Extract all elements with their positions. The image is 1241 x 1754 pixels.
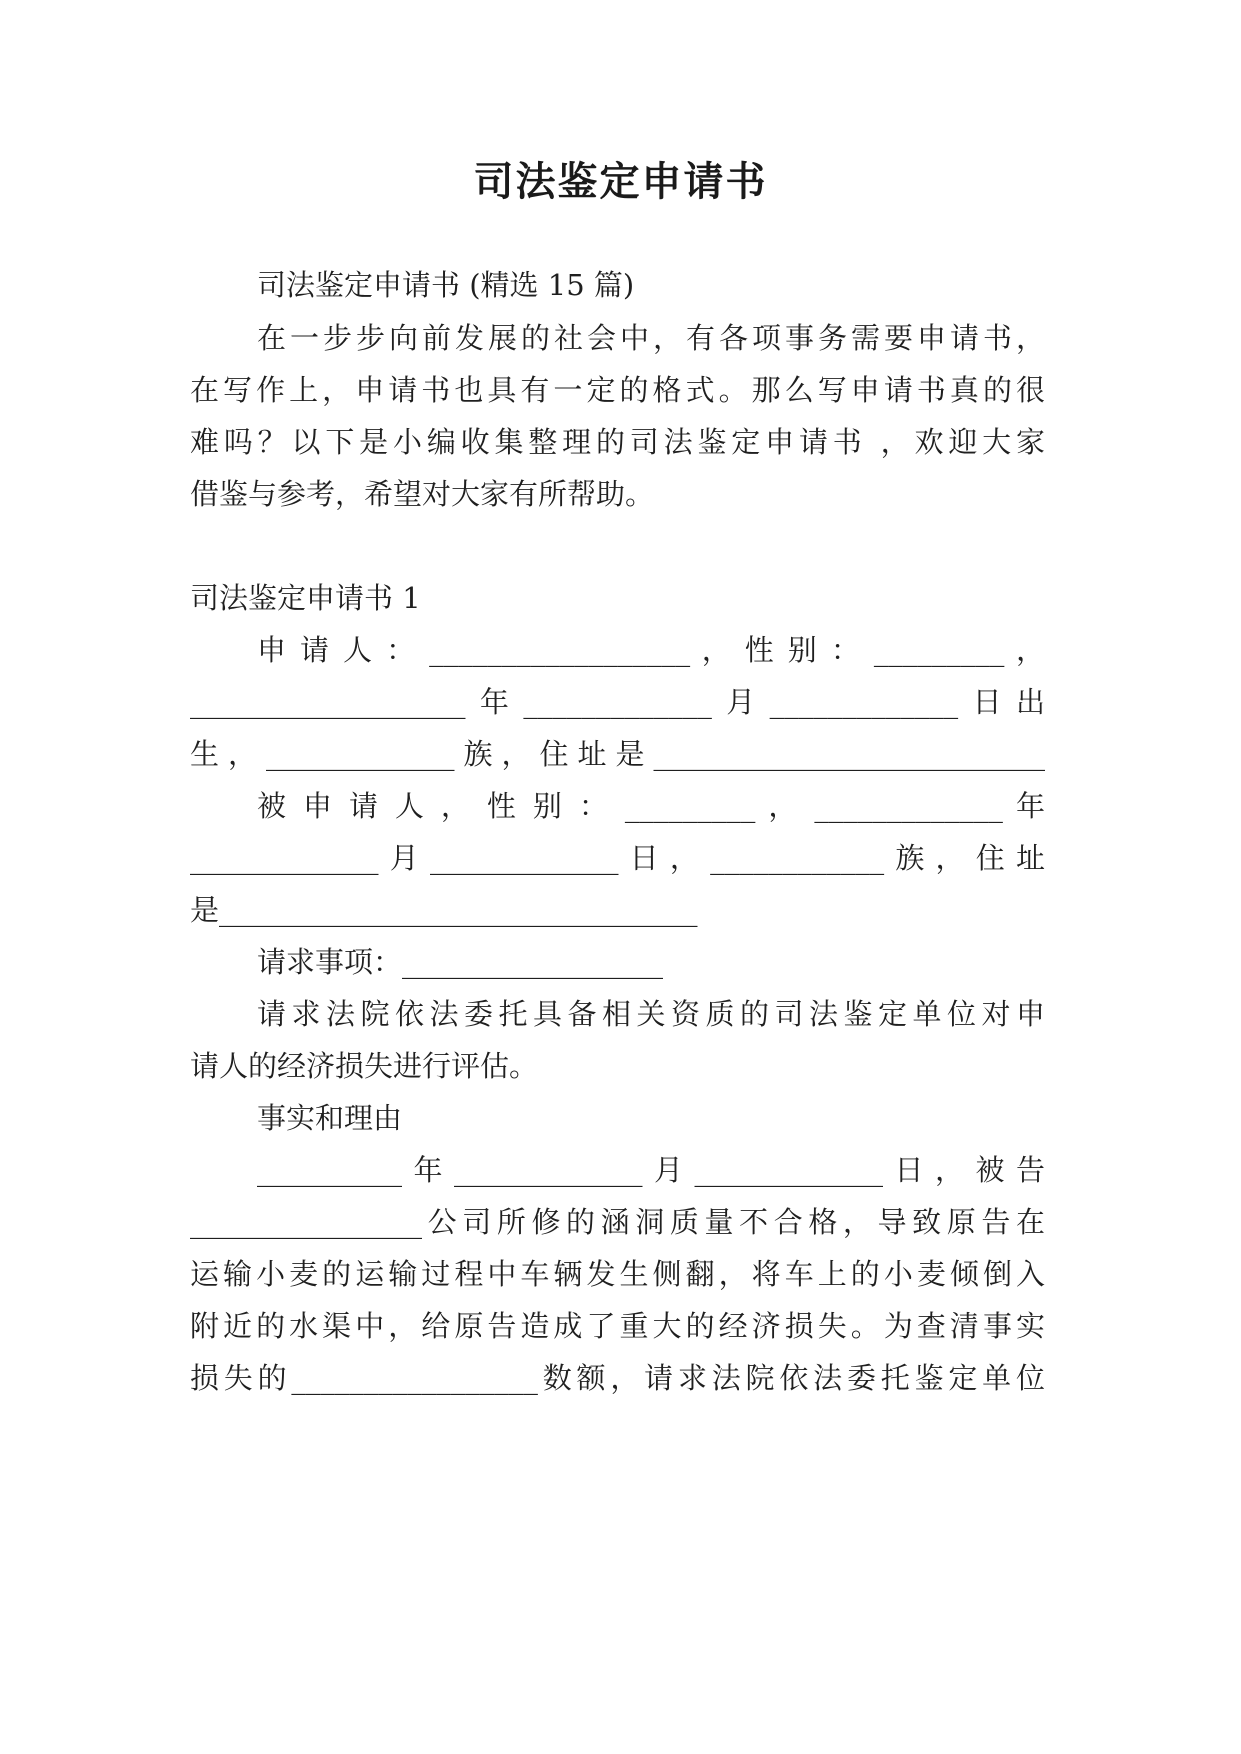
- request-body-line-2: 请人的经济损失进行评估。: [190, 1049, 539, 1083]
- facts-heading: 事实和理由: [257, 1101, 403, 1135]
- facts-line-5: 损失的_________________数额，请求法院依法委托鉴定单位: [190, 1361, 1045, 1395]
- applicant-line: 申 请 人 ： __________________ ， 性 别 ： _________ ，: [257, 633, 1045, 667]
- respondent-address-line: 是_________________________________: [190, 893, 698, 927]
- applicant-address-line: 生，_____________族，住址是___________________________: [190, 737, 1045, 771]
- facts-line-3: 运输小麦的运输过程中车辆发生侧翻，将车上的小麦倾倒入: [190, 1257, 1045, 1291]
- intro-line-1: 在一步步向前发展的社会中，有各项事务需要申请书，: [257, 321, 1045, 355]
- respondent-birth-line: _____________月_____________日，____________族，住址: [190, 841, 1045, 875]
- applicant-birth-line: ___________________年_____________月_____________日出: [190, 685, 1045, 719]
- respondent-line: 被 申 请 人 ， 性 别 ： _________ ， _____________ 年: [257, 789, 1045, 823]
- intro-line-3: 难吗？以下是小编收集整理的司法鉴定申请书 ，欢迎大家: [190, 425, 1045, 459]
- intro-line-4: 借鉴与参考，希望对大家有所帮助。: [190, 477, 655, 511]
- facts-line-2: ________________公司所修的涵洞质量不合格，导致原告在: [190, 1205, 1045, 1239]
- facts-line-4: 附近的水渠中，给原告造成了重大的经济损失。为查清事实: [190, 1309, 1045, 1343]
- facts-line-1: __________年_____________月_____________日，被告: [257, 1153, 1045, 1187]
- request-items-line: 请求事项：__________________: [257, 945, 664, 979]
- intro-line-2: 在写作上，申请书也具有一定的格式。那么写申请书真的很: [190, 373, 1045, 407]
- request-body-line-1: 请求法院依法委托具备相关资质的司法鉴定单位对申: [257, 997, 1045, 1031]
- document-title: 司法鉴定申请书: [473, 159, 768, 205]
- section-heading-1: 司法鉴定申请书 1: [190, 581, 421, 615]
- subtitle-line: 司法鉴定申请书 (精选 15 篇): [257, 268, 635, 302]
